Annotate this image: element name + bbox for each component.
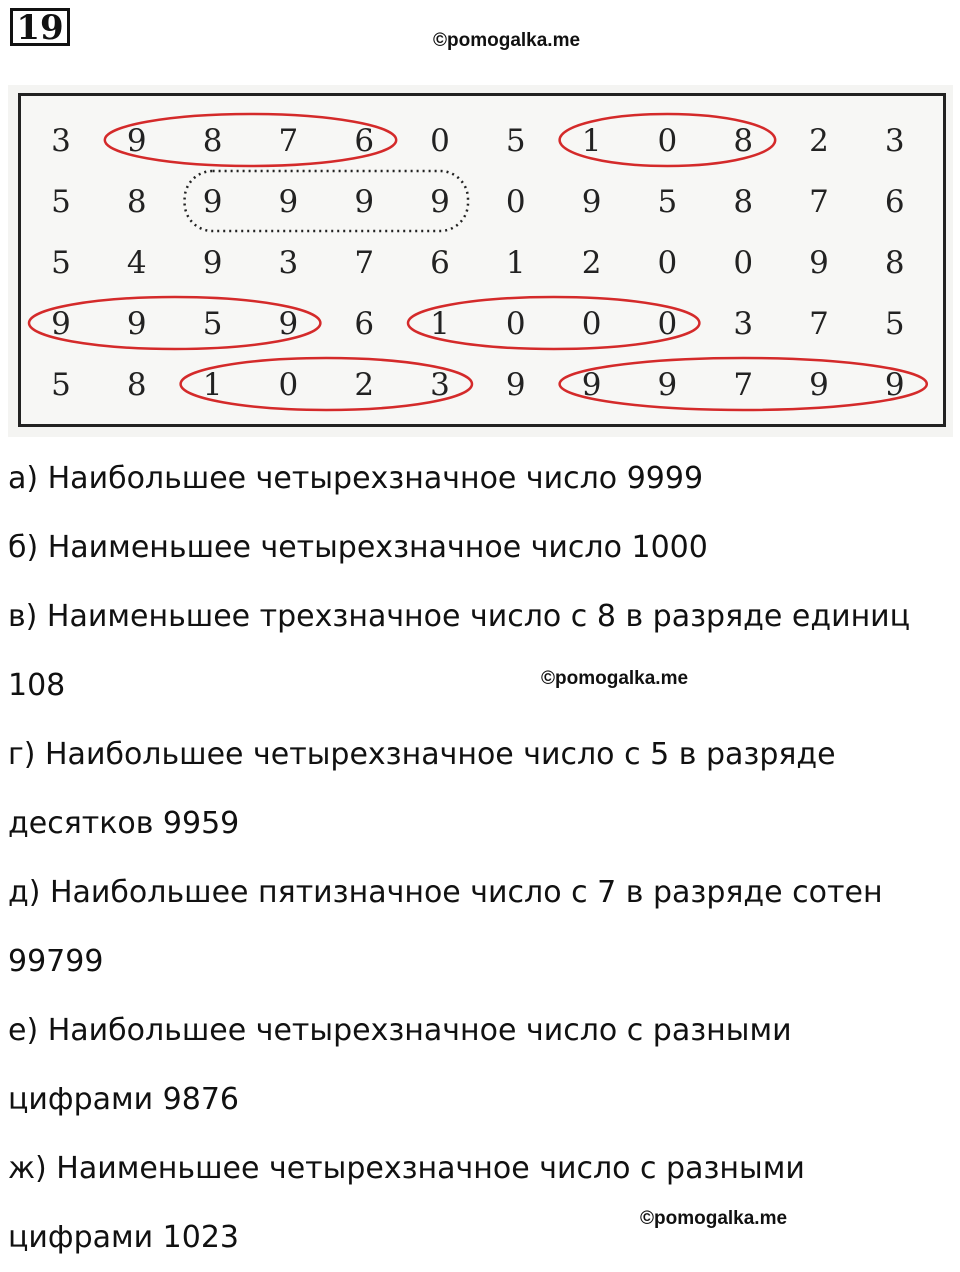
grid-digit: 6 [430,245,450,281]
grid-digit: 9 [278,184,299,220]
red-oval-highlight [105,114,396,166]
grid-digit: 3 [430,367,450,403]
grid-digit: 9 [202,184,223,220]
grid-digit: 8 [126,367,147,403]
digit-grid-panel [8,85,953,437]
task-number: 19 [10,8,70,46]
grid-digit: 7 [809,306,829,342]
grid-digit: 9 [809,245,829,281]
answer-zh: ж) Наименьшее четырехзначное число с разными [8,1151,805,1186]
grid-digit: 0 [278,367,299,403]
answer-e-value: цифрами 9876 [8,1082,240,1117]
grid-digit: 5 [657,184,678,220]
grid-digit: 7 [809,184,829,220]
answer-d-value: 99799 [8,944,104,979]
grid-digit: 9 [884,367,905,403]
grid-digit: 7 [278,123,299,159]
dotted-highlight [185,171,468,231]
grid-digit: 8 [884,245,905,281]
grid-digit: 0 [430,123,450,159]
grid-digit: 8 [126,184,147,220]
watermark: ©pomogalka.me [433,30,581,51]
red-oval-highlight [181,358,472,410]
grid-digit: 0 [581,306,602,342]
answer-a: а) Наибольшее четырехзначное число 9999 [8,461,704,496]
grid-digit: 3 [51,123,71,159]
grid-digit: 8 [733,123,754,159]
answer-d: д) Наибольшее пятизначное число с 7 в разряде сотен [8,875,883,910]
answer-v-value: 108 [8,668,66,703]
grid-digit: 7 [733,367,754,403]
red-oval-highlight [408,297,699,349]
answer-e: е) Наибольшее четырехзначное число с разными [8,1013,792,1048]
grid-digit: 3 [733,306,754,342]
grid-digit: 9 [430,184,450,220]
grid-digit: 9 [581,184,602,220]
grid-digit: 3 [884,123,905,159]
grid-digit: 0 [505,184,526,220]
grid-digit: 7 [354,245,375,281]
grid-digit: 5 [51,245,71,281]
grid-digit: 0 [505,306,526,342]
grid-digit: 8 [733,184,754,220]
grid-digit: 6 [884,184,905,220]
watermark: ©pomogalka.me [541,668,689,689]
grid-digit: 1 [202,367,223,403]
grid-digit: 9 [581,367,602,403]
grid-digit: 5 [51,184,71,220]
grid-digit: 0 [657,306,678,342]
grid-digit: 5 [51,367,71,403]
grid-digit: 4 [126,245,147,281]
grid-digit: 9 [809,367,829,403]
grid-digit: 9 [202,245,223,281]
grid-digit: 6 [354,306,375,342]
grid-digit: 9 [354,184,375,220]
grid-digit: 5 [884,306,905,342]
grid-digit: 1 [581,123,602,159]
grid-digit: 2 [809,123,829,159]
grid-digit: 6 [354,123,375,159]
red-oval-highlight [29,297,320,349]
grid-digit: 9 [657,367,678,403]
grid-digit: 0 [733,245,754,281]
grid-digit: 8 [202,123,223,159]
grid-digit: 0 [657,123,678,159]
grid-digit: 5 [202,306,223,342]
answer-v: в) Наименьшее трехзначное число с 8 в разряде единиц [8,599,911,634]
grid-digit: 9 [126,123,147,159]
grid-digit: 5 [505,123,526,159]
grid-digit: 2 [354,367,375,403]
digit-grid [8,85,953,437]
answer-zh-value: цифрами 1023 [8,1220,240,1255]
grid-digit: 1 [505,245,526,281]
answer-g: г) Наибольшее четырехзначное число с 5 в разряде [8,737,836,772]
watermark: ©pomogalka.me [640,1208,788,1229]
answer-b: б) Наименьшее четырехзначное число 1000 [8,530,708,565]
grid-digit: 9 [126,306,147,342]
grid-digit: 3 [278,245,299,281]
grid-digit: 9 [278,306,299,342]
answer-g-value: десятков 9959 [8,806,240,841]
grid-digit: 0 [657,245,678,281]
grid-digit: 1 [430,306,450,342]
grid-digit: 9 [51,306,71,342]
answers-list [8,444,952,1272]
grid-digit: 2 [581,245,602,281]
grid-digit: 9 [505,367,526,403]
